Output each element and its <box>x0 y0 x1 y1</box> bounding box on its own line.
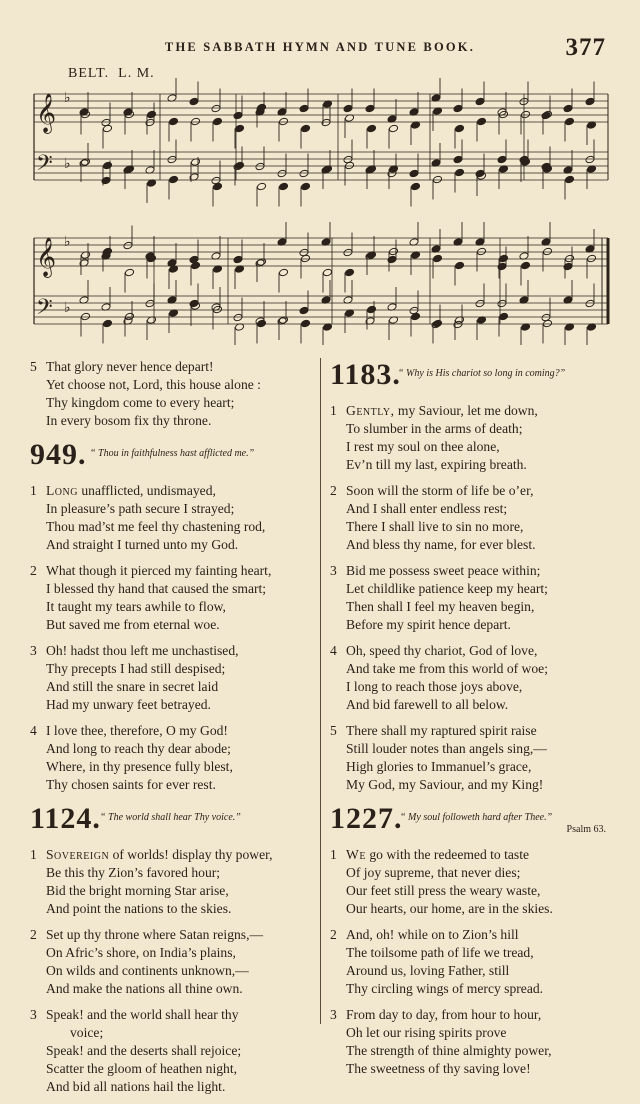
stanza-number: 5 <box>30 359 37 374</box>
note-head <box>565 117 575 126</box>
hymn-1124-stanza-1 <box>30 846 320 918</box>
verse-line: And, oh! while on to Zion’s hill <box>346 927 519 942</box>
tune-name: BELT. <box>68 66 110 81</box>
verse-line: Be this thy Zion’s favored hour; <box>46 865 221 880</box>
stanza-number: 2 <box>30 927 37 942</box>
verse-line: On Afric’s shore, on India’s plains, <box>46 945 236 960</box>
hymn-1227-stanza-2 <box>330 926 612 998</box>
note-head <box>585 97 595 106</box>
note-head <box>541 111 551 120</box>
note-head <box>301 182 311 191</box>
note-head <box>81 312 91 321</box>
right-column <box>330 358 612 1086</box>
score-systems <box>34 78 608 345</box>
note-head <box>565 175 575 184</box>
note-head <box>477 117 487 126</box>
verse-line: Had my unwary feet betrayed. <box>46 697 211 712</box>
note-head <box>169 175 179 184</box>
hymn-1183-stanza-5 <box>330 722 612 794</box>
verse-line: Our hearts, our home, are in the skies. <box>346 901 553 916</box>
hymn-949-stanza-4 <box>30 722 320 794</box>
verse-line: I long to reach those joys above, <box>346 679 523 694</box>
verse-line: What though it pierced my fainting heart, <box>46 563 272 578</box>
verse-line: But saved me from eternal woe. <box>46 617 220 632</box>
note-head <box>563 262 573 271</box>
verse-line: To slumber in the arms of death; <box>346 421 523 436</box>
verse-line: Of joy supreme, that never dies; <box>346 865 521 880</box>
note-head <box>433 254 443 263</box>
verse-line: The sweetness of thy saving love! <box>346 1061 531 1076</box>
verse-line: of worlds! display thy power, <box>112 847 273 862</box>
hymn-1183-stanza-1 <box>330 402 612 474</box>
hymn-1227-stanza-3 <box>330 1006 612 1078</box>
hymn-1227-heading <box>330 802 612 840</box>
verse-line-continued: voice; <box>70 1025 104 1040</box>
verse-line: There I shall live to sin no more, <box>346 519 524 534</box>
note-head <box>389 247 399 256</box>
note-head <box>125 268 135 277</box>
note-head <box>191 117 201 126</box>
verse-line: my Saviour, let me down, <box>397 403 538 418</box>
treble-clef-icon: 𝄞 <box>36 93 57 133</box>
note-head <box>389 124 399 133</box>
hymn-949-stanza-2 <box>30 562 320 634</box>
hymn-motto: “ Thou in faithfulness hast afflicted me.” <box>90 448 255 459</box>
tune-meter: L. M. <box>118 66 155 81</box>
note-head <box>411 182 421 191</box>
hymn-motto: “ The world shall hear Thy voice.” <box>100 812 241 823</box>
note-head <box>455 168 465 177</box>
note-head <box>521 110 531 119</box>
verse-line: And point the nations to the skies. <box>46 901 232 916</box>
stanza-number: 1 <box>30 847 37 862</box>
verse-line: Our feet still press the weary waste, <box>346 883 541 898</box>
note-head <box>213 117 223 126</box>
scripture-reference: Psalm 63. <box>566 824 606 835</box>
note-head <box>323 268 333 277</box>
verse-line: High glories to Immanuel’s grace, <box>346 759 532 774</box>
bass-clef-icon: 𝄢 <box>36 295 53 325</box>
note-head <box>103 319 113 328</box>
note-head <box>345 268 355 277</box>
note-head <box>475 97 485 106</box>
verse-line: And bid all nations hail the light. <box>46 1079 226 1094</box>
verse-line: I blessed thy hand that caused the smart; <box>46 581 267 596</box>
note-head <box>343 248 353 257</box>
verse-line: On wilds and continents unknown,— <box>46 963 249 978</box>
stanza-number: 2 <box>330 927 337 942</box>
first-word: Sovereign <box>46 847 110 862</box>
verse-line: And I shall enter endless rest; <box>346 501 508 516</box>
stanza-number: 1 <box>330 847 337 862</box>
flat-key-signature-icon: ♭ <box>64 234 71 250</box>
note-head <box>189 97 199 106</box>
verse-line: Bid the bright morning Star arise, <box>46 883 229 898</box>
note-head <box>279 268 289 277</box>
note-head <box>257 319 267 328</box>
verse-line: Thy chosen saints for ever rest. <box>46 777 216 792</box>
verse-line: Ev’n till my last, expiring breath. <box>346 457 527 472</box>
verse-line: Oh! hadst thou left me unchastised, <box>46 643 239 658</box>
stanza-number: 1 <box>30 483 37 498</box>
verse-line: Set up thy throne where Satan reigns,— <box>46 927 264 942</box>
note-head <box>299 306 309 315</box>
stanza-number: 4 <box>330 643 337 658</box>
note-head <box>169 117 179 126</box>
stanza-number: 2 <box>30 563 37 578</box>
flat-key-signature-icon: ♭ <box>64 156 71 172</box>
note-head <box>565 254 575 263</box>
hymn-1227-stanza-1 <box>330 846 612 918</box>
hymn-1124-stanza-3 <box>30 1006 320 1096</box>
verse-line: I love thee, therefore, O my God! <box>46 723 228 738</box>
note-head <box>387 255 397 264</box>
note-head <box>585 155 595 164</box>
verse-line: And take me from this world of woe; <box>346 661 548 676</box>
flat-key-signature-icon: ♭ <box>64 90 71 106</box>
note-head <box>521 261 531 270</box>
note-head <box>101 176 111 185</box>
verse-line: And still the snare in secret laid <box>46 679 219 694</box>
note-head <box>497 155 507 164</box>
note-head <box>279 117 289 126</box>
verse-line: Yet choose not, Lord, this house alone : <box>46 377 261 392</box>
hymn-motto: “ My soul followeth hard after Thee.” <box>400 812 553 823</box>
verse-line: The toilsome path of life we tread, <box>346 945 534 960</box>
note-head <box>455 261 465 270</box>
stanza-number: 3 <box>330 563 337 578</box>
note-head <box>257 103 267 112</box>
verse-line: Before my spirit hence depart. <box>346 617 511 632</box>
hymn-949-stanza-1 <box>30 482 320 554</box>
note-head <box>453 320 463 329</box>
stanza-prev-5 <box>30 358 320 430</box>
note-head <box>497 299 507 308</box>
first-word: Long <box>46 483 78 498</box>
verse-line: In every bosom fix thy throne. <box>46 413 212 428</box>
note-head <box>365 104 375 113</box>
note-head <box>585 299 595 308</box>
verse-line: Thy circling wings of mercy spread. <box>346 981 544 996</box>
note-head <box>343 104 353 113</box>
hymn-motto: “ Why is His chariot so long in coming?” <box>398 368 566 379</box>
verse-line: Thy kingdom come to every heart; <box>46 395 235 410</box>
hymn-number: 1124. <box>30 802 101 835</box>
verse-line: unafflicted, undismayed, <box>81 483 216 498</box>
note-head <box>477 247 487 256</box>
first-word: Gently, <box>346 403 395 418</box>
note-head <box>453 155 463 164</box>
verse-line: Oh, speed thy chariot, God of love, <box>346 643 538 658</box>
note-head <box>145 118 155 127</box>
hymn-949-stanza-3 <box>30 642 320 714</box>
note-head <box>233 111 243 120</box>
verse-line: That glory never hence depart! <box>46 359 214 374</box>
note-head <box>433 175 443 184</box>
flat-key-signature-icon: ♭ <box>64 300 71 316</box>
verse-line: And make the nations all thine own. <box>46 981 243 996</box>
verse-line: From day to day, from hour to hour, <box>346 1007 542 1022</box>
note-head <box>103 161 113 170</box>
note-head <box>409 169 419 178</box>
verse-line: My God, my Saviour, and my King! <box>346 777 544 792</box>
note-head <box>233 313 243 322</box>
hymn-number: 949. <box>30 438 87 471</box>
note-head <box>453 104 463 113</box>
verse-line: Still louder notes than angels sing,— <box>346 741 547 756</box>
note-head <box>475 299 485 308</box>
stanza-number: 3 <box>30 643 37 658</box>
stanza-number: 5 <box>330 723 337 738</box>
verse-line: Soon will the storm of life be o’er, <box>346 483 534 498</box>
verse-line: There shall my raptured spirit raise <box>346 723 537 738</box>
verse-line: And long to reach thy dear abode; <box>46 741 231 756</box>
verse-line: go with the redeemed to taste <box>369 847 530 862</box>
note-head <box>167 155 177 164</box>
note-head <box>433 319 443 328</box>
treble-clef-icon: 𝄞 <box>36 237 57 277</box>
verse-line: In pleasure’s path secure I strayed; <box>46 501 235 516</box>
bass-clef-icon: 𝄢 <box>36 151 53 181</box>
stanza-number: 3 <box>330 1007 337 1022</box>
stanza-number: 3 <box>30 1007 37 1022</box>
verse-line: The strength of thine almighty power, <box>346 1043 552 1058</box>
left-column <box>30 358 320 1104</box>
verse-line: Oh let our rising spirits prove <box>346 1025 507 1040</box>
hymn-1183-stanza-3 <box>330 562 612 634</box>
verse-line: Speak! and the world shall hear thy <box>46 1007 239 1022</box>
note-head <box>147 110 157 119</box>
verse-line: And bid farewell to all below. <box>346 697 509 712</box>
note-head <box>125 312 135 321</box>
note-head <box>123 241 133 250</box>
hymn-1124-stanza-2 <box>30 926 320 998</box>
note-head <box>299 104 309 113</box>
hymn-1124-heading <box>30 802 320 840</box>
stanza-number: 1 <box>330 403 337 418</box>
note-head <box>543 247 553 256</box>
first-word: We <box>346 847 366 862</box>
verse-line: Speak! and the deserts shall rejoice; <box>46 1043 242 1058</box>
note-head <box>587 254 597 263</box>
hymn-1183-heading <box>330 358 612 396</box>
hymn-1183-stanza-4 <box>330 642 612 714</box>
verse-line: I rest my soul on thee alone, <box>346 439 500 454</box>
note-head <box>563 104 573 113</box>
hymn-number: 1227. <box>330 802 403 835</box>
verse-line: Around us, loving Father, still <box>346 963 510 978</box>
note-head <box>367 305 377 314</box>
verse-line: It taught my tears awhile to flow, <box>46 599 226 614</box>
note-head <box>103 247 113 256</box>
note-head <box>145 299 155 308</box>
verse-line: Let childlike patience keep my heart; <box>346 581 548 596</box>
note-head <box>277 169 287 178</box>
hymn-1183-stanza-2 <box>330 482 612 554</box>
column-divider <box>320 358 321 1024</box>
verse-line: Thou mad’st me feel thy chastening rod, <box>46 519 266 534</box>
stanza-number: 4 <box>30 723 37 738</box>
note-head <box>233 255 243 264</box>
note-head <box>299 169 309 178</box>
note-head <box>321 118 331 127</box>
music-score <box>0 0 640 345</box>
page-number: 377 <box>565 34 606 61</box>
hymn-number: 1183. <box>330 358 401 391</box>
note-head <box>367 124 377 133</box>
note-head <box>279 182 289 191</box>
note-head <box>211 104 221 113</box>
note-head <box>301 124 311 133</box>
note-head <box>257 182 267 191</box>
note-head <box>497 262 507 271</box>
verse-line: And straight I turned unto my God. <box>46 537 239 552</box>
note-head <box>301 319 311 328</box>
note-head <box>455 124 465 133</box>
verse-line: Bid me possess sweet peace within; <box>346 563 541 578</box>
verse-line: Thy precepts I had still despised; <box>46 661 226 676</box>
verse-line: Scatter the gloom of heathen night, <box>46 1061 238 1076</box>
running-title: THE SABBATH HYMN AND TUNE BOOK. <box>164 40 476 54</box>
verse-line: And bless thy name, for ever blest. <box>346 537 536 552</box>
verse-line: Then shall I feel my heaven begin, <box>346 599 535 614</box>
verse-line: Where, in thy presence fully blest, <box>46 759 233 774</box>
note-head <box>255 162 265 171</box>
stanza-number: 2 <box>330 483 337 498</box>
hymn-949-heading <box>30 438 320 476</box>
